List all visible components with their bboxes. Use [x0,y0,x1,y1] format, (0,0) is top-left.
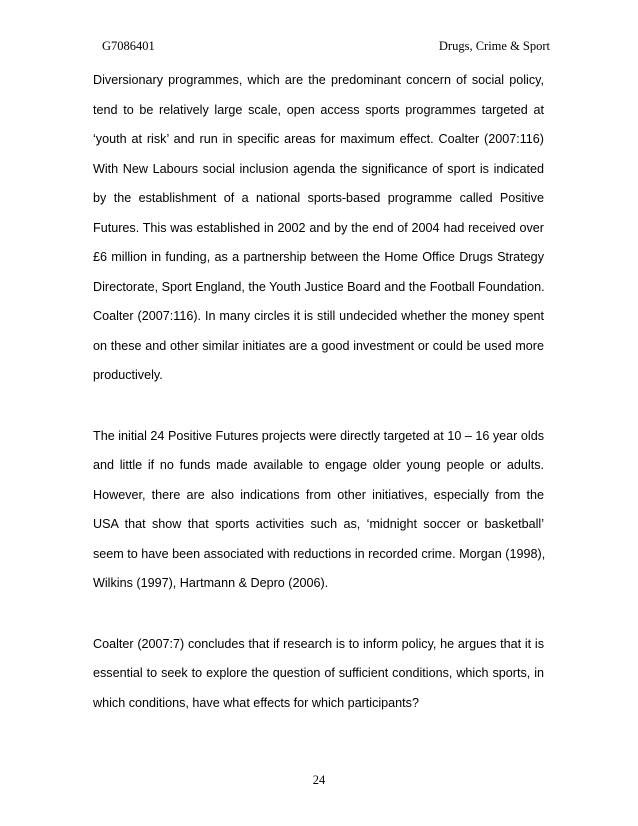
text-line: Diversionary programmes, which are the predominant concern of social policy, [93,73,544,87]
text-line: The initial 24 Positive Futures projects were directly targeted at 10 – 16 year olds [93,428,544,443]
page-footer [0,772,638,788]
text-line: With New Labours social inclusion agenda the significance of sport is indicated [93,161,544,176]
text-line: tend to be relatively large scale, open access sports programmes targeted at [93,102,544,117]
paragraph-gap [93,599,544,630]
document-body [93,66,544,718]
text-line: Wilkins (1997), Hartmann & Depro (2006). [93,576,329,590]
text-line: However, there are also indications from other initiatives, especially from the [93,487,544,502]
paragraph-3 [93,630,544,719]
text-line: Directorate, Sport England, the Youth Justice Board and the Football Foundation. [93,279,545,294]
text-line: ‘youth at risk’ and run in specific areas for maximum effect. Coalter (2007:116) [93,132,544,146]
text-line: Futures. This was established in 2002 and by the end of 2004 had received over [93,220,544,235]
text-line: seem to have been associated with reductions in recorded crime. Morgan (1998), [93,546,546,561]
text-line: Coalter (2007:116). In many circles it is still undecided whether the money spent [93,309,544,323]
paragraph-1 [93,66,544,391]
text-line: Coalter (2007:7) concludes that if research is to inform policy, he argues that it is [93,636,544,651]
text-line: USA that show that sports activities such as, ‘midnight soccer or basketball’ [93,517,544,531]
text-line: essential to seek to explore the question of sufficient conditions, which sports, in [93,666,544,680]
page-number: 24 [312,773,326,787]
text-line: £6 million in funding, as a partnership between the Home Office Drugs Strategy [93,250,544,264]
text-line: which conditions, have what effects for which participants? [93,695,419,710]
document-title: Drugs, Crime & Sport [438,39,550,53]
text-line: by the establishment of a national sports-based programme called Positive [93,191,544,205]
text-line: on these and other similar initiates are a good investment or could be used more [93,338,544,353]
paragraph-2 [93,422,544,599]
text-line: productively. [93,368,163,382]
text-line: and little if no funds made available to engage older young people or adults. [93,458,544,472]
paragraph-gap [93,391,544,422]
student-id: G7086401 [102,39,155,53]
